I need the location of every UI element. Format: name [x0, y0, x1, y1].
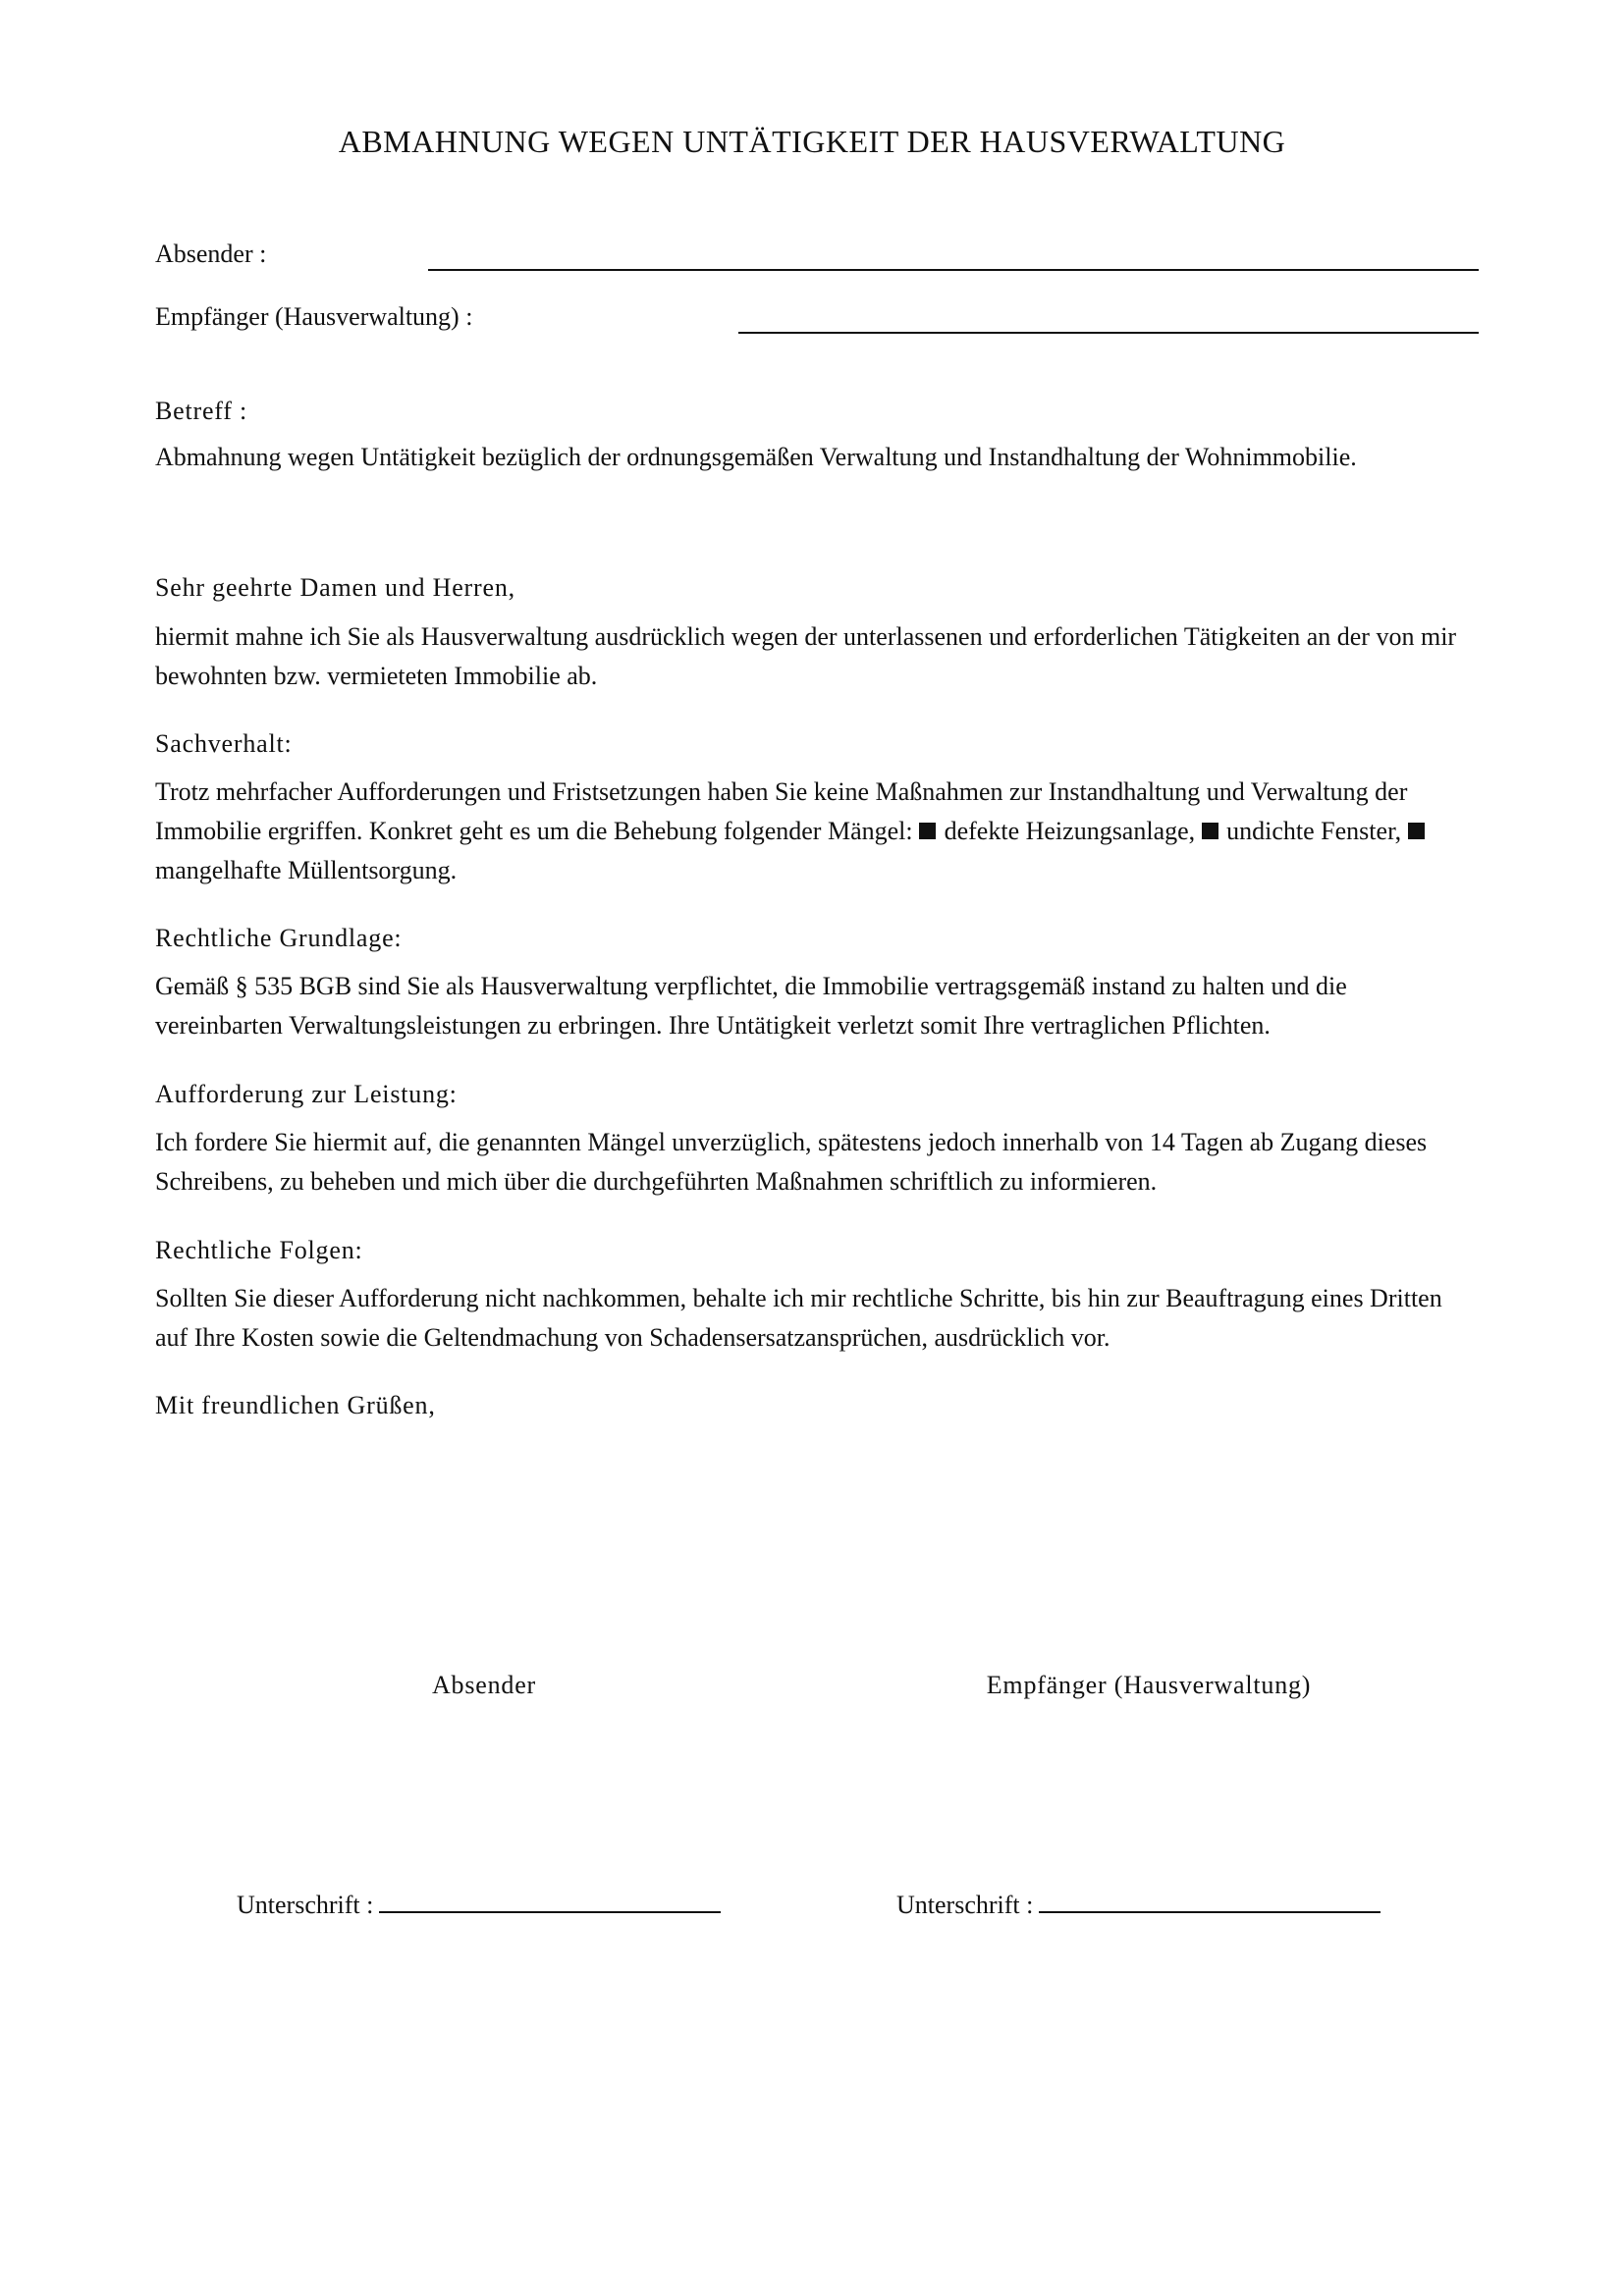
- bullet-square-icon: [1408, 823, 1425, 839]
- recipient-label: Empfänger (Hausverwaltung) :: [155, 302, 473, 331]
- demand-paragraph: Ich fordere Sie hiermit auf, die genannten Mängel unverzüglich, spätestens jedoch innerhalb von 14 Tagen ab Zugang dieses Schreibens, zu beheben und mich über die durchgeführten Maßnahmen schriftlich zu informieren.: [155, 1128, 1428, 1196]
- signature-field-sender[interactable]: [379, 1890, 721, 1913]
- recipient-field[interactable]: [738, 332, 1479, 334]
- subject-label: Betreff :: [155, 397, 248, 425]
- signature-label: Unterschrift :: [896, 1891, 1034, 1919]
- facts-heading: Sachverhalt:: [155, 729, 293, 758]
- signature-heading-recipient: Empfänger (Hausverwaltung): [986, 1671, 1312, 1699]
- intro-paragraph: hiermit mahne ich Sie als Hausverwaltung ausdrücklich wegen der unterlassenen und erforderlichen Tätigkeiten an der von mir bewohnten bzw. vermieteten Immobilie ab.: [155, 622, 1457, 690]
- signature-label: Unterschrift :: [237, 1891, 374, 1919]
- consequences-paragraph: Sollten Sie dieser Aufforderung nicht nachkommen, behalte ich mir rechtliche Schritte, bis hin zur Beauftragung eines Dritten auf Ihre Kosten sowie die Geltendmachung von Schadensersatzansprüchen, ausdrücklich vor.: [155, 1284, 1442, 1352]
- salutation: Sehr geehrte Damen und Herren,: [155, 573, 515, 602]
- signature-field-recipient[interactable]: [1039, 1890, 1380, 1913]
- sender-label: Absender :: [155, 240, 267, 268]
- signature-line-recipient: [896, 1890, 1380, 1920]
- facts-paragraph: [155, 773, 1481, 890]
- signature-heading-sender: Absender: [431, 1671, 537, 1699]
- subject-text: Abmahnung wegen Untätigkeit bezüglich der ordnungsgemäßen Verwaltung und Instandhaltung der Wohnimmobilie.: [155, 443, 1357, 471]
- defect-item: defekte Heizungsanlage,: [944, 817, 1196, 845]
- sender-field[interactable]: [428, 269, 1479, 271]
- bullet-square-icon: [1202, 823, 1218, 839]
- document-title: ABMAHNUNG WEGEN UNTÄTIGKEIT DER HAUSVERWALTUNG: [338, 124, 1286, 159]
- legal-basis-heading: Rechtliche Grundlage:: [155, 924, 403, 952]
- consequences-heading: Rechtliche Folgen:: [155, 1236, 363, 1264]
- closing: Mit freundlichen Grüßen,: [155, 1391, 436, 1419]
- defect-item: undichte Fenster,: [1226, 817, 1402, 845]
- signature-line-sender: [237, 1890, 721, 1920]
- demand-heading: Aufforderung zur Leistung:: [155, 1080, 458, 1108]
- legal-basis-paragraph: Gemäß § 535 BGB sind Sie als Hausverwaltung verpflichtet, die Immobilie vertragsgemäß instand zu halten und die vereinbarten Verwaltungsleistungen zu erbringen. Ihre Untätigkeit verletzt somit Ihre vertraglichen Pflichten.: [155, 972, 1347, 1040]
- facts-text: Trotz mehrfacher Aufforderungen und Fristsetzungen haben Sie keine Maßnahmen zur Instandhaltung und Verwaltung der Immobilie ergriffen. Konkret geht es um die Behebung folgender Mängel:: [155, 777, 1408, 845]
- defect-item: mangelhafte Müllentsorgung.: [155, 856, 458, 884]
- bullet-square-icon: [919, 823, 936, 839]
